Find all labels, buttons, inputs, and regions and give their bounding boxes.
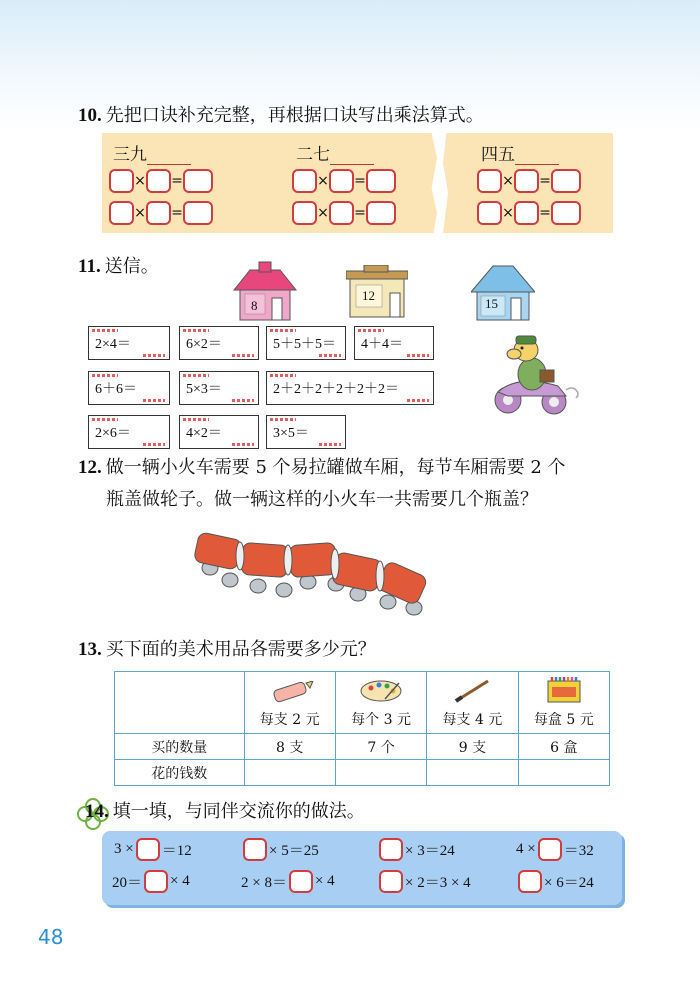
q11-title: [78, 255, 159, 279]
letter-card[interactable]: 2×4＝: [88, 326, 170, 360]
table-cell: 7 个: [335, 734, 426, 760]
answer-box[interactable]: [243, 838, 267, 861]
answer-box[interactable]: [329, 169, 354, 193]
table-cell: 每支 2 元: [244, 672, 335, 734]
table-cell: 6 盒: [518, 734, 609, 760]
q10-title: [78, 104, 484, 128]
row-label: 花的钱数: [115, 760, 245, 786]
answer-box[interactable]: [292, 169, 317, 193]
answer-box[interactable]: [379, 870, 403, 893]
table-corner-cell: [115, 672, 245, 734]
answer-box[interactable]: [109, 201, 134, 225]
letter-card[interactable]: 6＋6＝: [88, 371, 170, 405]
answer-box[interactable]: [183, 201, 213, 225]
answer-box[interactable]: [538, 838, 562, 861]
answer-box[interactable]: [289, 870, 313, 893]
q10-equation: × =: [292, 201, 396, 225]
answer-box[interactable]: [551, 201, 581, 225]
q10-kou-2: 二七: [296, 140, 374, 165]
q10-equation: × =: [109, 169, 213, 193]
q14-equation: 20＝ × 4: [112, 870, 190, 893]
house-15-icon: [471, 262, 535, 322]
answer-blank[interactable]: [330, 147, 374, 165]
table-row: [115, 734, 610, 760]
answer-box[interactable]: [109, 169, 134, 193]
answer-cell[interactable]: [427, 760, 518, 786]
q10-text: 先把口诀补充完整，再根据口诀写出乘法算式。: [105, 105, 484, 126]
art-supplies-table: [114, 671, 610, 786]
answer-box[interactable]: [329, 201, 354, 225]
letter-card[interactable]: 3×5＝: [266, 415, 346, 449]
q12-title: [78, 456, 566, 480]
answer-box[interactable]: [146, 201, 171, 225]
q12-text-line2: 瓶盖做轮子。做一辆这样的小火车一共需要几个瓶盖？: [106, 489, 538, 510]
q14-equation: 2 × 8＝ × 4: [241, 870, 335, 893]
answer-cell[interactable]: [518, 760, 609, 786]
row-label: 买的数量: [115, 734, 245, 760]
paint-palette-icon: [359, 679, 403, 703]
can-train-icon: [188, 522, 438, 618]
q10-equation: × =: [292, 169, 396, 193]
page-number: 48: [38, 925, 64, 949]
q10-equation: × =: [477, 169, 581, 193]
q12-text-line1: 做一辆小火车需要 5 个易拉罐做车厢，每节车厢需要 2 个: [105, 457, 566, 478]
table-cell: 9 支: [427, 734, 518, 760]
answer-box[interactable]: [144, 870, 168, 893]
answer-blank[interactable]: [147, 147, 191, 165]
q13-text: 买下面的美术用品各需要多少元？: [105, 639, 376, 660]
q14-equation: 3 × ＝12: [114, 838, 192, 861]
answer-box[interactable]: [551, 169, 581, 193]
q12-number: 12.: [78, 457, 102, 478]
letter-card[interactable]: 4×2＝: [179, 415, 259, 449]
answer-box[interactable]: [379, 838, 403, 861]
letter-card[interactable]: 6×2＝: [179, 326, 259, 360]
letter-card[interactable]: 5×3＝: [179, 371, 259, 405]
q10-equation: × =: [109, 201, 213, 225]
q14-title: [85, 800, 365, 824]
answer-blank[interactable]: [515, 147, 559, 165]
q10-kou-1: 三九: [113, 140, 191, 165]
table-row: [115, 760, 610, 786]
crayon-icon: [266, 681, 314, 703]
letter-card[interactable]: 2＋2＋2＋2＋2＋2＝: [266, 371, 434, 405]
house-number: 15: [485, 296, 498, 311]
q11-text: 送信。: [104, 256, 159, 277]
q13-number: 13.: [78, 639, 102, 660]
q14-equation: × 6＝24: [516, 870, 594, 893]
answer-box[interactable]: [514, 169, 539, 193]
answer-cell[interactable]: [335, 760, 426, 786]
answer-box[interactable]: [292, 201, 317, 225]
answer-box[interactable]: [136, 838, 160, 861]
q13-title: [78, 638, 376, 662]
brush-icon: [450, 679, 494, 703]
table-row: [115, 672, 610, 734]
q11-number: 11.: [78, 256, 101, 277]
answer-box[interactable]: [183, 169, 213, 193]
q14-number: 14.: [85, 801, 109, 822]
house-number: 8: [251, 298, 258, 313]
q14-equation: 4 × ＝32: [516, 838, 594, 861]
answer-cell[interactable]: [244, 760, 335, 786]
answer-box[interactable]: [477, 201, 502, 225]
answer-box[interactable]: [146, 169, 171, 193]
letter-card[interactable]: 5＋5＋5＝: [266, 326, 346, 360]
table-cell: 8 支: [244, 734, 335, 760]
answer-box[interactable]: [366, 201, 396, 225]
mail-dog-scooter-icon: [488, 334, 580, 418]
answer-box[interactable]: [477, 169, 502, 193]
q10-number: 10.: [78, 105, 102, 126]
crayon-box-icon: [547, 677, 581, 703]
table-cell: 每支 4 元: [427, 672, 518, 734]
q14-text: 填一填，与同伴交流你的做法。: [112, 801, 365, 822]
q14-equation: × 3＝24: [377, 838, 455, 861]
house-8-icon: [232, 260, 298, 322]
q10-equation: × =: [477, 201, 581, 225]
answer-box[interactable]: [366, 169, 396, 193]
q14-equation: × 5＝25: [241, 838, 319, 861]
letter-card[interactable]: 4＋4＝: [354, 326, 434, 360]
answer-box[interactable]: [518, 870, 542, 893]
table-cell: 每个 3 元: [335, 672, 426, 734]
q14-equation: × 2＝3 × 4: [377, 870, 471, 893]
letter-card[interactable]: 2×6＝: [88, 415, 170, 449]
house-12-icon: [346, 265, 408, 319]
answer-box[interactable]: [514, 201, 539, 225]
table-cell: 每盒 5 元: [518, 672, 609, 734]
q10-kou-3: 四五: [481, 140, 559, 165]
house-number: 12: [362, 288, 375, 303]
